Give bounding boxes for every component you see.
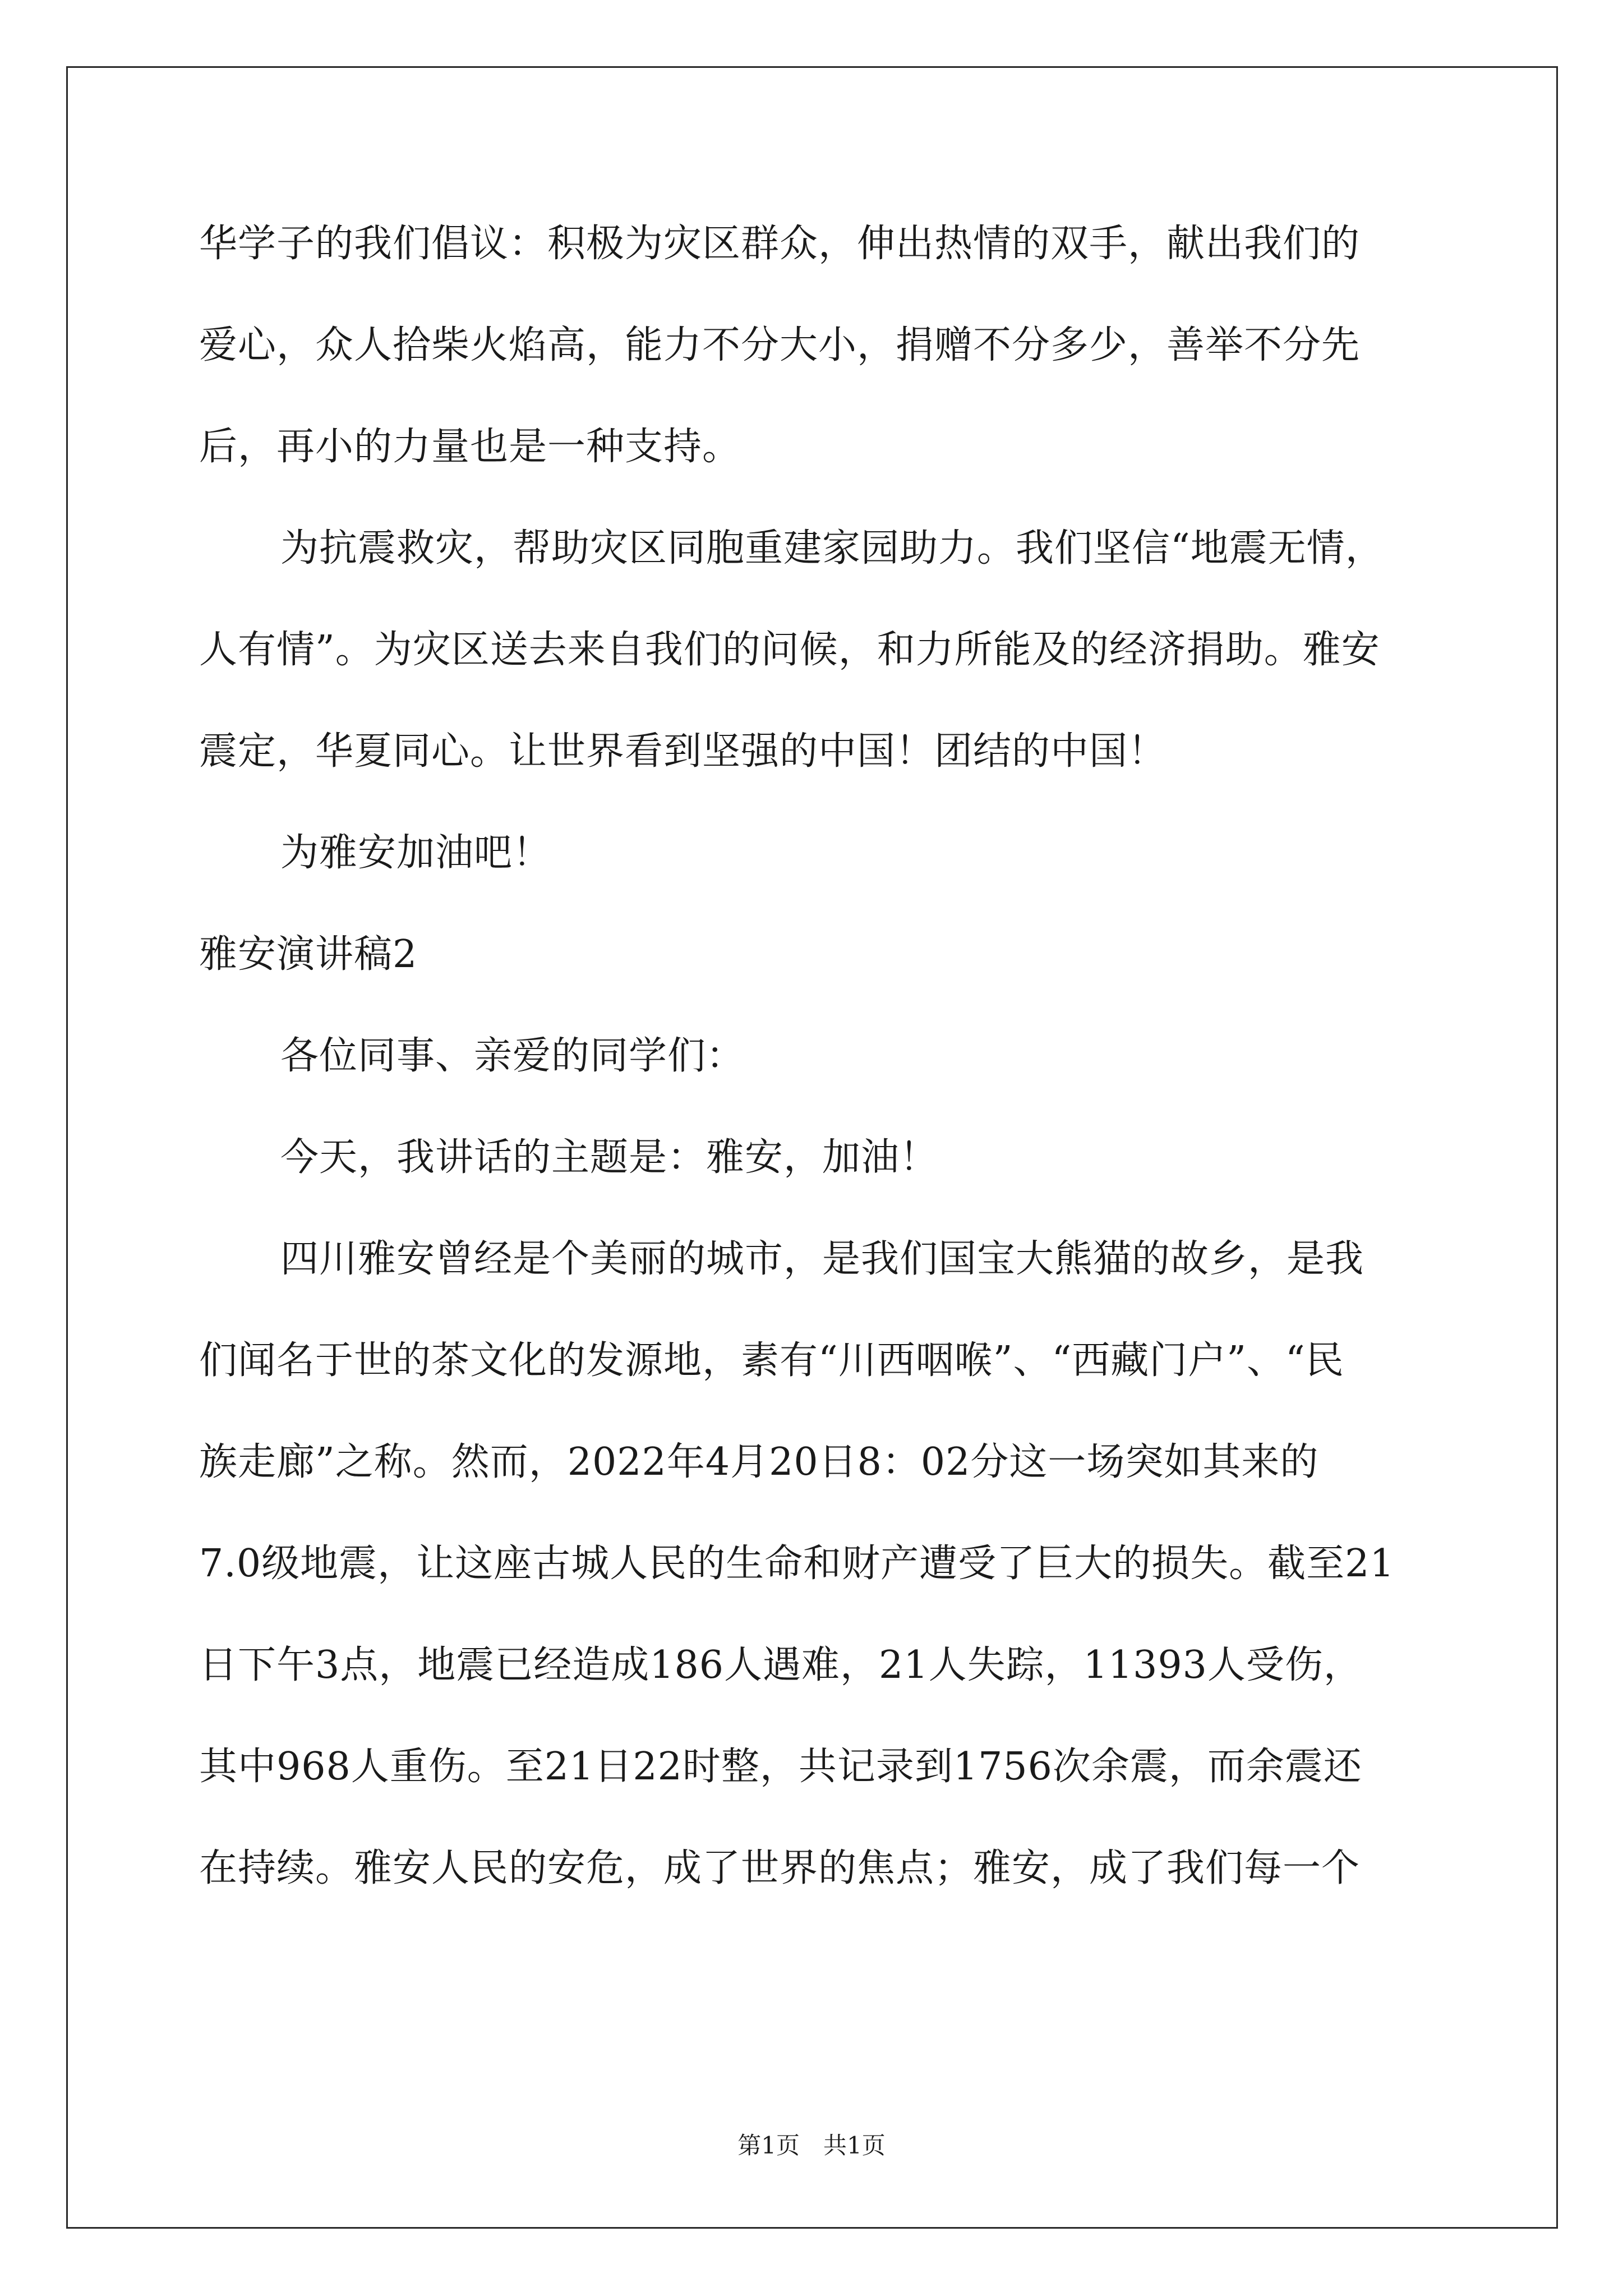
text-line: 日下午3点，地震已经造成186人遇难，21人失踪，11393人受伤，	[199, 1643, 1362, 1687]
paragraph-start: 四川雅安曾经是个美丽的城市，是我们国宝大熊猫的故乡，是我	[280, 1237, 1364, 1281]
salutation: 各位同事、亲爱的同学们：	[280, 1034, 745, 1078]
paragraph-start: 今天，我讲话的主题是：雅安，加油！	[280, 1135, 939, 1180]
text-line: 后，再小的力量也是一种支持。	[199, 425, 741, 469]
text-line: 爱心，众人拾柴火焰高，能力不分大小，捐赠不分多少，善举不分先	[199, 323, 1361, 367]
text-line: 其中968人重伤。至21日22时整，共记录到1756次余震，而余震还	[199, 1745, 1362, 1789]
section-heading: 雅安演讲稿2	[199, 932, 418, 977]
text-line: 们闻名于世的茶文化的发源地，素有“川西咽喉”、“西藏门户”、“民	[199, 1338, 1344, 1383]
text-line: 人有情”。为灾区送去来自我们的问候，和力所能及的经济捐助。雅安	[199, 628, 1380, 672]
text-line: 华学子的我们倡议：积极为灾区群众，伸出热情的双手，献出我们的	[199, 222, 1361, 266]
paragraph-start: 为雅安加油吧！	[280, 831, 552, 875]
page-number: 第1页 共1页	[737, 2132, 886, 2159]
document-body	[199, 219, 1461, 1945]
paragraph-start: 为抗震救灾，帮助灾区同胞重建家园助力。我们坚信“地震无情，	[280, 526, 1384, 570]
text-line: 7.0级地震，让这座古城人民的生命和财产遭受了巨大的损失。截至21	[199, 1542, 1395, 1586]
text-line: 族走廊”之称。然而，2022年4月20日8：02分这一场突如其来的	[199, 1440, 1319, 1484]
text-line: 在持续。雅安人民的安危，成了世界的焦点；雅安，成了我们每一个	[199, 1846, 1361, 1890]
text-line: 震定，华夏同心。让世界看到坚强的中国！团结的中国！	[199, 729, 1167, 774]
